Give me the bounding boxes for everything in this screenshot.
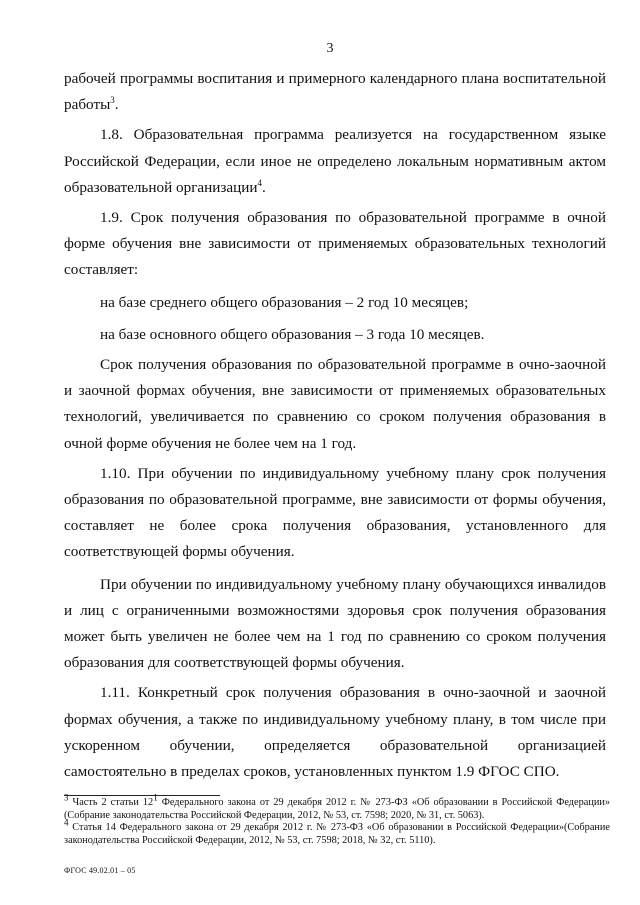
footnote-ref-3: 3 xyxy=(110,95,115,106)
footnote-3: $^3$ Часть 2 статьи $12^1$ Федерального закона от 29 декабря 2012 г. № 273-ФЗ «Об образовании в Российской Федерации» (Собрание законодательства Российской Федерации, 2012, № 53, ст. 7598; 2020, № 31, ст. 5063). xyxy=(64,792,611,821)
footnote-4: $^4$ Статья 14 Федерального закона от 29 декабря 2012 г. № 273-ФЗ «Об образовании в Российской Федерации»(Собрание законодательства Российской Федерации, 2012, № 53, ст. 7598; 2018, № 32, ст. 5110). xyxy=(64,817,610,846)
paragraph-1-9-item-1: на базе среднего общего образования – 2 год 10 месяцев; xyxy=(100,293,469,311)
paragraph-1-8: 1.8. Образовательная программа реализуется на государственном языке Российской Федерации, если иное не определено локальным нормативным актом образовательной организации$^4$. xyxy=(64,126,606,196)
footnote-separator xyxy=(64,795,220,796)
paragraph-1-10: 1.10. При обучении по индивидуальному учебному плану срок получения образования по образовательной программе, вне зависимости от формы обучения, составляет не более срока получения образования, установленного для соответствующей формы обучения. xyxy=(64,464,606,561)
footnotes xyxy=(64,792,611,847)
paragraph-1-10-disabilities: При обучении по индивидуальному учебному плану обучающихся инвалидов и лиц с ограниченными возможностями здоровья срок получения образования может быть увеличен не более чем на 1 год по сравнению со сроком получения образования для соответствующей формы обучения. xyxy=(64,575,606,672)
paragraph-1-11: 1.11. Конкретный срок получения образования в очно-заочной и заочной формах обучения, а также по индивидуальному учебному плану, в том числе при ускоренном обучении, определяется образовательной организацией самостоятельно в пределах сроков, установленных пунктом 1.9 ФГОС СПО. xyxy=(64,684,606,781)
page-number: 3 xyxy=(326,41,334,56)
paragraph-continuation: рабочей программы воспитания и примерного календарного плана воспитательной работы$^3$. xyxy=(64,70,606,114)
paragraph-1-9-item-2: на базе основного общего образования – 3 года 10 месяцев. xyxy=(100,325,485,343)
body-text xyxy=(64,66,606,785)
document-code: ФГОС 49.02.01 – 05 xyxy=(64,866,136,875)
paragraph-1-9: 1.9. Срок получения образования по образовательной программе в очной форме обучения вне зависимости от применяемых образовательных технологий составляет: xyxy=(64,209,606,279)
paragraph-1-9-extramural: Срок получения образования по образовательной программе в очно-заочной и заочной формах обучения, вне зависимости от применяемых образовательных технологий, увеличивается по сравнению со сроком получения образования в очной форме обучения не более чем на 1 год. xyxy=(64,356,606,452)
footnote-ref-4: 4 xyxy=(257,177,263,188)
